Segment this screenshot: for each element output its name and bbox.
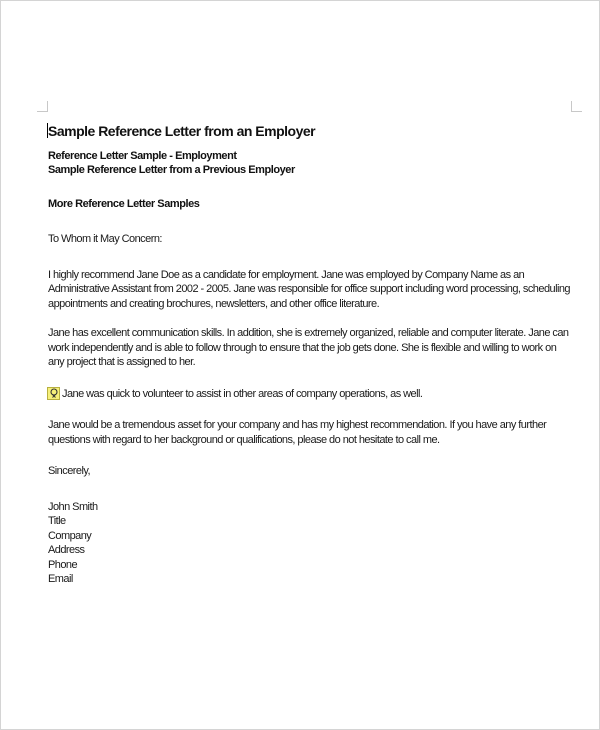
paragraph-1: I highly recommend Jane Doe as a candidate for employment. Jane was employed by Company Name as an Administrative Assistant from 2002 - 2005. Jane was responsible for office support including word processing, scheduling appointments and creating brochures, newsletters, and other office literature. [48, 268, 571, 310]
salutation: To Whom it May Concern: [48, 233, 162, 245]
text-cursor [47, 123, 48, 138]
signature-address: Address [48, 544, 85, 556]
paragraph-4: Jane would be a tremendous asset for your company and has my highest recommendation. If you have any further questions with regard to her background or qualifications, please do not hesitate to call me. [48, 419, 547, 446]
signature-name: John Smith [48, 500, 98, 513]
top-right-margin-mark [571, 101, 582, 112]
document-title-text: Sample Reference Letter from an Employer [48, 123, 316, 139]
paragraph-3 [48, 387, 573, 402]
comment-icon[interactable] [47, 387, 60, 400]
signature-company: Company [48, 529, 92, 542]
document-body[interactable] [48, 122, 573, 587]
paragraph-3-text: Jane was quick to volunteer to assist in other areas of company operations, as well. [62, 387, 423, 400]
top-left-margin-mark [37, 101, 48, 112]
paragraph-2: Jane has excellent communication skills. In addition, she is extremely organized, reliable and computer literate. Jane can work independently and is able to follow through to ensure that the job gets done. She is flexible and willing to work on any project that is assigned to her. [48, 327, 569, 368]
signature-phone: Phone [48, 558, 78, 571]
document-title [48, 122, 573, 140]
signature-block [48, 500, 573, 587]
subtitle-previous-employer: Sample Reference Letter from a Previous Employer [48, 164, 295, 176]
more-samples-heading: More Reference Letter Samples [48, 198, 200, 210]
closing: Sincerely, [48, 465, 90, 477]
subtitle-employment: Reference Letter Sample - Employment [48, 150, 237, 162]
signature-title: Title [48, 515, 66, 527]
subtitle-block [48, 149, 573, 177]
signature-email: Email [48, 573, 73, 585]
